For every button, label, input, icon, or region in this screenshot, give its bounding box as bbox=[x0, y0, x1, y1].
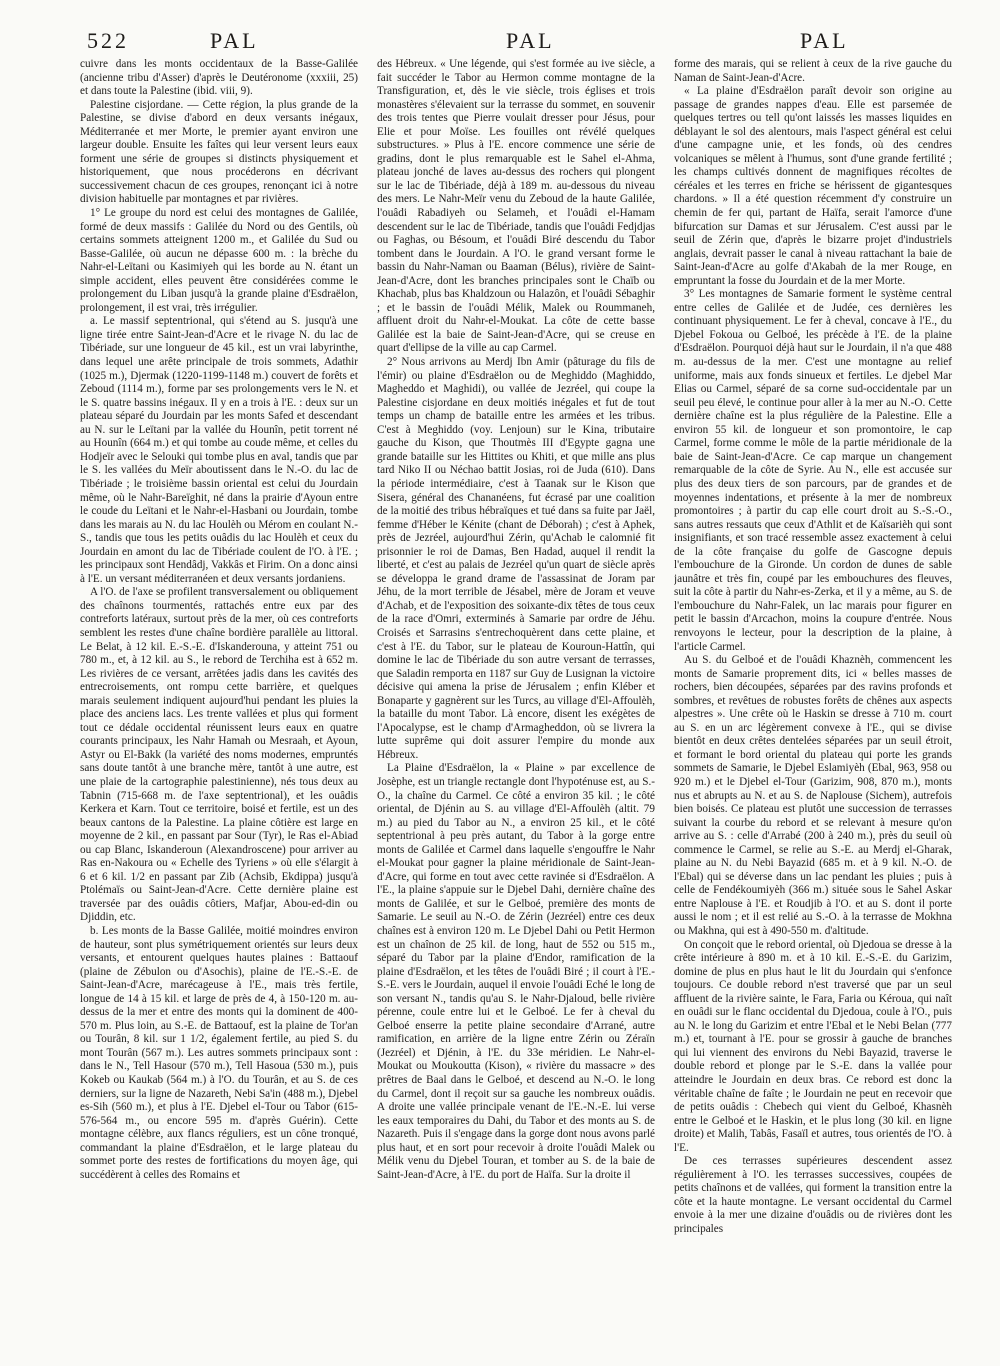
page-number: 522 bbox=[87, 28, 129, 53]
paragraph: Au S. du Gelboé et de l'ouâdi Khaznèh, commencent les monts de Samarie proprement dits, ici « belles masses de rochers, bien découpées, séparées par des ravins profonds et sombres, et revêtues de robustes forêts de chênes aux aspects alpestres ». Une crête où le Haskin se dresse à 710 m. court au S. en un arc légèrement convexe à l'E., qui se divise bientôt en deux crêtes dentelées séparées par un seuil étroit, et formant le bord oriental du plateau qui porte les grands sommets de Samarie, le Djebel Eslamiyèh (Ebal, 963, 958 ou 920 m.) et le Djebel el-Tour (Garizim, 908, 870 m.), monts nus et abrupts au N. et au S. de Naplouse (Sichem), autrefois bien boisés. Ce plateau est plutôt une succession de terrasses suivant la courbe du rebord et se relevant à mesure qu'on arrive au S. : celle d'Arrabé (200 à 240 m.), près du seuil où commence le Carmel, se relie au S.-E. au Merdj el-Gharak, plaine au N. du Nebi Bayazid (685 m. et à 9 kil. N.-O. de l'Ebal) qui se déverse dans un lac pendant les pluies ; puis à celle de Fendékoumiyèh (366 m.) située sous le Sahel Askar entre Naplouse à l'E. et Roudjib à l'O. et au S. dont il porte aussi le nom ; et il est relié au S.-O. à la terrasse de Mokhna ou Makhna, qui est à 490-550 m. d'altitude. bbox=[674, 654, 952, 937]
text-columns bbox=[80, 58, 952, 1358]
running-head-center: PAL bbox=[506, 28, 555, 53]
paragraph: 3° Les montagnes de Samarie forment le système central entre celles de Galilée et de Judée, ces dernières les continuant physiquement. Le fer à cheval, concave à l'E., du Djebel Fokoua ou Gelboé, les précède à l'E. de la plaine d'Esdraëlon. Pourquoi déjà haut sur le Jourdain, il n'a que 488 m. au-dessus de la mer. C'est une montagne au relief uniforme, mais aux fonds sinueux et fertiles. Le djebel Mar Elias ou Carmel, séparé de sa corne sud-occidentale par un seuil peu élevé, le continue pour aller à la mer au N.-O. Cette dernière chaîne est la plus régulière de la Palestine. Elle a environ 55 kil. de longueur et son promontoire, le cap Carmel, forme comme le môle de la partie méridionale de la baie de Saint-Jean-d'Acre. Ce cap marque un changement remarquable de la côte de Syrie. Au N., elle est accusée sur plus des deux tiers de son parcours, par de grandes et de moyennes indentations, et présente à la mer de nombreux promontoires ; à partir du cap elle court droit au S.-S.-O., sans autres ressauts que ceux d'Athlit et de Kaïsarièh qui sont insignifiants, et son tracé ressemble assez exactement à celui de la côte française du golfe de Gascogne depuis l'embouchure de la Gironde. Un cordon de dunes de sable jaunâtre et très fin, coupé par les embouchures des fleuves, suit la côte à partir du Nahr-es-Zerka, et il y a même, au S. de l'embouchure du Nahr-Falek, un lac marais pour figurer en petit le bassin d'Arcachon, moins la coupure d'entrée. Nous renvoyons le lecteur, pour la description de la plaine, à l'article Carmel. bbox=[674, 288, 952, 653]
paragraph: cuivre dans les monts occidentaux de la Basse-Galilée (ancienne tribu d'Asser) d'après le Deutéronome (xxxiii, 25) et dans toute la Palestine (ibid. viii, 9). bbox=[80, 58, 358, 98]
paragraph: a. Le massif septentrional, qui s'étend au S. jusqu'à une ligne tirée entre Saint-Jean-d'Acre et le rivage N. du lac de Tibériade, sur une longueur de 45 kil., est un vrai labyrinthe, dans lequel une arête principale de trois sommets, Adathir (1025 m.), Djermak (1220-1199-1148 m.) couvert de forêts et Zeboud (1114 m.), forme par ses prolongements vers le N. et le S. quatre bassins inégaux. Il y en a trois à l'E. : deux sur un plateau séparé du Jourdain par les monts Safed et descendant au N. sur le Leïtani par la vallée du Hounîn, petit torrent né au Hounîn (664 m.) et qui tombe au coude même, et celles du Hodjeïr avec le Selouki qui tombe plus en aval, tandis que par le S. les vallées du Meïr aboutissent dans le N.-O. du lac de Tibériade ; le troisième bassin oriental est celui du Jourdain même, où le Nahr-Bareïghit, né dans la prairie d'Ayoun entre le coude du Leïtani et le Nahr-el-Hasbani ou Jourdain, tombe dans les marais au N. du lac Houlèh ou Mérom en coulant N.-S., tandis que tous les petits ouâdis du lac Houlèh et ceux du Jourdain en amont du lac de Tibériade coulent de l'O. à l'E. ; les principaux sont Hendâdj, Vakkâs et Firim. On a donc ainsi à l'E. un versant méditerranéen et deux versants jordaniens. bbox=[80, 315, 358, 585]
paragraph: Palestine cisjordane. — Cette région, la plus grande de la Palestine, se divise d'abord en deux versants inégaux, Méditerranée et mer Morte, le premier ayant environ une largeur double. Ensuite les faîtes qui leur versent leurs eaux forment une série de groupes si distincts physiquement et historiquement, que nous procéderons en décrivant successivement chacun de ces groupes, renonçant ici à notre division habituelle par montagnes et par rivières. bbox=[80, 98, 358, 206]
page-header bbox=[0, 28, 1000, 62]
running-head-left: PAL bbox=[210, 28, 259, 53]
column-1 bbox=[80, 58, 358, 1358]
paragraph: De ces terrasses supérieures descendent assez régulièrement à l'O. les terrasses successives, coupées de petits chaînons et de vallées, qui forment la transition entre la côte et la haute montagne. Le versant occidental du Carmel envoie à la mer une dizaine d'ouâdis ou de rivières dont les principales bbox=[674, 1155, 952, 1236]
paragraph: 2° Nous arrivons au Merdj Ibn Amir (pâturage du fils de l'émir) ou plaine d'Esdraëlon ou de Meghiddo (Maghiddo, Magheddo et Maghidi), ou vallée de Jezréel, qui coupe la Palestine cisjordane en deux moitiés inégales et fut de tout temps un champ de bataille entre les armées et les tribus. C'est à Meghiddo (voy. Lenjoun) sur le Kina, tributaire gauche du Kison, que Thoutmès III d'Egypte gagna une grande bataille sur les Hittites ou Khiti, et que mille ans plus tard Niko II ou Néchao battit Josias, roi de Juda (610). Dans la période intermédiaire, c'est à Taanak sur le Kison que Sisera, général des Chananéens, fut écrasé par une coalition de la moitié des tribus hébraïques et tué dans sa fuite par Jaël, femme d'Héber le Kénite (chant de Déborah) ; c'est à Aphek, près de Jezréel, aujourd'hui Zérin, qu'Achab le calomnié fit prisonnier le roi de Damas, Ben Hadad, auquel il rendit la liberté, et c'est au palais de Jezréel qu'un quart de siècle après se développa le grand drame de l'assassinat de Joram par Jéhu, de la mort terrible de Jésabel, mère de Joram et veuve d'Achab, et de l'exposition des soixante-dix têtes de tous ceux de la race d'Omri, exterminés à Samarie par ordre de Jéhu. Croisés et Sarrasins s'entrechoquèrent dans cette plaine, et c'est à l'E. du Tabor, sur le plateau de Kouroun-Hattîn, qui domine le lac de Tibériade du son autre versant de terrasses, que Saladin remporta en 1187 sur Guy de Lusignan la victoire décisive qui amena la prise de Jérusalem ; enfin Kléber et Bonaparte y gagnèrent sur les Turcs, au village d'El-Affoulèh, la bataille du mont Tabor. Là encore, disent les exégètes de l'Apocalypse, est le champ d'Armagheddon, où se livrera la lutte suprême qui doit assurer l'empire du monde aux Hébreux. bbox=[377, 356, 655, 761]
column-3 bbox=[674, 58, 952, 1358]
paragraph: forme des marais, qui se relient à ceux de la rive gauche du Naman de Saint-Jean-d'Acre. bbox=[674, 58, 952, 84]
paragraph: des Hébreux. « Une légende, qui s'est formée au ive siècle, a fait succéder le Tabor au Hermon comme montagne de la Transfiguration, et, dès le vie siècle, trois églises et trois monastères s'élevaient sur la terrasse du sommet, en souvenir des trois tentes que Pierre voulait dresser pour Jésus, pour Elie et pour Moïse. Les fouilles ont révélé quelques substructures. » Plus à l'E. encore commence une série de gradins, dont le plus remarquable est le Sahel el-Ahma, plateau jonché de laves au-dessus des rochers qui plongent sur le lac de Tibériade, déjà à 189 m. au-dessous du niveau des mers. Le Nahr-Meïr venu du Zeboud de la haute Galilée, l'ouâdi Rabadiyeh ou Selameh, et l'ouâdi el-Hamam descendent sur le lac de Tibériade, tandis que l'ouâdi Fedjdjas ou Faghas, ou Bésoum, et l'ouâdi Biré descendu du Tabor tombent dans le Jourdain. A l'O. le grand versant forme le bassin du Nahr-Naman ou Baaman (Bélus), rivière de Saint-Jean-d'Acre, dont les branches principales sont le Chaïb ou Khachab, plus bas Khaldzoun ou Halazôn, et l'ouâdi Sébaghir ; et le bassin de l'ouâdi Mélik, Malek ou Roummaneh, affluent droit du Nahr-el-Moukat. La côte de cette basse Galilée est la baie de Saint-Jean-d'Acre, qui se creuse en quart d'ellipse de la ville au cap Carmel. bbox=[377, 58, 655, 355]
paragraph: On conçoit que le rebord oriental, où Djedoua se dresse à la crête intérieure à 890 m. et à 10 kil. E.-S.-E. du Garizim, domine de plus en plus haut le lit du Jourdain qui s'enfonce toujours. Ce double rebord n'est traversé que par un seul affluent de la rivière sainte, le Fara, Faria ou Kéroua, qui naît en ouâdi sur le flanc occidental du Djedoua, coule à l'O., puis au N. le long du Garizim et entre l'Ebal et le Nebi Belan (777 m.) et, tournant à l'E. pour se grossir à gauche de branches qui lui viennent des environs du Nebi Bayazid, traverse le double rebord et plonge par le S.-E. dans la vallée pour atteindre le Jourdain en deux bras. Ce rebord est donc la véritable chaîne de faîte ; le Jourdain ne peut en recevoir que de petits ouâdis : Chebech qui vient du Gelboé, Khasnèh entre le Gelboé et le Haskin, et le plus long (30 kil. en ligne droite) et Malih, Tabâs, Fasaïl et autres, tous orientés de l'O. à l'E. bbox=[674, 938, 952, 1154]
paragraph: « La plaine d'Esdraëlon paraît devoir son origine au passage de grandes nappes d'eau. Elle est parsemée de quelques tertres ou tell qu'ont laissés les masses liquides en déblayant le sol des alentours, mais l'aspect général est celui d'une campagne unie, et les fonds, où des cendres volcaniques se mêlent à l'humus, sont d'une grande fertilité ; les champs cultivés donnent de magnifiques récoltes de céréales et les terres en friche se hérissent de gigantesques chardons. » Il a été question récemment d'y construire un chemin de fer qui, partant de Haïfa, serait l'amorce d'une bifurcation sur Damas et sur Jérusalem. C'est aussi par le seuil de Zérin que, d'après le bizarre projet d'industriels anglais, devrait passer le canal à niveau rattachant la baie de Saint-Jean-d'Acre au golfe d'Akabah de la mer Rouge, en empruntant la fosse du Jourdain et de la mer Morte. bbox=[674, 85, 952, 287]
paragraph: b. Les monts de la Basse Galilée, moitié moindres environ de hauteur, sont plus symétriquement orientés sur leurs deux versants, et entourent quelques hautes plaines : Battaouf (plaine de Zébulon ou d'Asochis), plaine de l'E.-S.-E. de Saint-Jean-d'Acre, marécageuse à l'E., mais très fertile, longue de 14 à 15 kil. et large de près de 4, à 150-120 m. au-dessus de la mer et entre des monts qui la dominent de 400-570 m. Plus loin, au S.-E. de Battaouf, est la plaine de Tor'an ou Tourân, 8 kil. sur 1 1/2, également fertile, au pied S. du mont Tourân (567 m.). Les autres sommets principaux sont : dans le N., Tell Hasour (570 m.), Tell Hasoua (530 m.), puis Kokeb ou Kaukab (564 m.) à l'O. du Tourân, et au S. de ces derniers, sur la ligne de Nazareth, Nebi Sa'in (488 m.), Djebel es-Sih (560 m.), et plus à l'E. Djebel el-Tour ou Tabor (615-576-564 m., ou encore 595 m. d'après Guérin). Cette montagne célèbre, aux flancs réguliers, est un cône tronqué, commandant la plaine d'Esdraëlon, et le large plateau du sommet porte des restes de fortifications du moyen âge, qui succédèrent à celles des Romains et bbox=[80, 925, 358, 1181]
column-2 bbox=[377, 58, 655, 1358]
paragraph: A l'O. de l'axe se profilent transversalement ou obliquement des chaînons tourmentés, rattachés entre eux par des contreforts latéraux, surtout près de la mer, où ces contreforts semblent les restes d'une chaîne bordière parallèle au littoral. Le Belat, à 12 kil. E.-S.-E. d'Iskanderouna, y atteint 751 ou 780 m., et, à 12 kil. au S., le rebord de Terchiha est à 652 m. Les rivières de ce versant, arrêtées jadis dans les cavités des entrecroisements, ont rompu cette barrière, et quelques marais seulement indiquent aujourd'hui pendant les pluies la place des anciens lacs. Les trente vallées et plus qui forment tout ce dédale occidental réunissent leurs eaux en quatre courants principaux, les Nahr Hamah ou Mesraah, et Ayoun, Astyr ou El-Bakk (la variété des noms modernes, empruntés sans doute tantôt à une branche mère, tantôt à une autre, est une plaie de la cartographie palestinienne), nés tous deux au Tabnin (715-668 m. de l'axe septentrional), et les ouâdis Kerkera et Karn. Tout ce territoire, boisé et fertile, est un des beaux cantons de la Palestine. La plaine côtière est large en moyenne de 2 kil., en passant par Sour (Tyr), le Ras el-Abiad ou cap Blanc, Iskanderoun (Alexandroscene) pour arriver au Ras en-Nakoura ou « Echelle des Tyriens » où elle s'élargit à 6 et 6 kil. 1/2 en passant par Zib (Achsib, Ekdippa) jusqu'à Ptolémaïs ou Saint-Jean-d'Acre. Cette dernière plaine est traversée par des ouâdis côtiers, Mafjar, Abou-ed-din ou Djiddin, etc. bbox=[80, 586, 358, 924]
running-head-right: PAL bbox=[800, 28, 849, 53]
paragraph: La Plaine d'Esdraëlon, la « Plaine » par excellence de Josèphe, est un triangle rectangle dont l'hypoténuse est, au S.-O., la chaîne du Carmel. Ce côté a environ 35 kil. ; le côté oriental, de Djénin au S. au village d'El-Affoulèh (altit. 79 m.) au pied du Tabor au N., a environ 25 kil., et le côté septentrional à peu près autant, du Tabor à la gorge entre monts de Galilée et Carmel dans laquelle s'engouffre le Nahr el-Moukat pour gagner la plaine méridionale de Saint-Jean-d'Acre, qui forme en tout avec cette ravinée si d'Esdraëlon. A l'E., la plaine s'appuie sur le Djebel Dahi, dernière chaîne des monts de Galilée, et sur le Gelboé, première des monts de Samarie. Le seuil au N.-O. de Zérin (Jezréel) entre ces deux chaînes est à environ 120 m. Le Djebel Dahi ou Petit Hermon est un chaînon de 25 kil. de long, haut de 552 ou 515 m., séparé du Tabor par la plaine d'Endor, ramification de la plaine d'Esdraëlon, et les têtes de l'ouâdi Biré ; il court à l'E.-S.-E. vers le Jourdain, auquel il envoie l'ouâdi Eché le long de son versant N., tandis qu'au S. le Nahr-Djaloud, belle rivière pérenne, coule entre lui et le Gelboé. Le fer à cheval du Gelboé enserre la petite plaine secondaire d'Arrané, autre ramification, en arrière de la ligne entre Zérin ou Zéraïn (Jezréel) et Djénin, à l'E. du 33e méridien. Le Nahr-el-Moukat ou Moukoutta (Kison), « rivière du massacre » des prêtres de Baal dans le Gelboé, et descend au N.-O. le long du Carmel, dont il reçoit sur sa gauche les nombreux ouâdis. A droite une vallée principale venant de l'E.-N.-E. lui verse les eaux temporaires du Dahi, du Tabor et des monts au S. de Nazareth. Puis il s'engage dans la gorge dont nous avons parlé plus haut, et en sort pour recevoir à droite l'ouâdi Malek ou Mélik venu du Djebel Touran, et tomber au S. de la baie de Saint-Jean-d'Acre, à l'E. du port de Haïfa. Sur la droite il bbox=[377, 762, 655, 1181]
paragraph: 1° Le groupe du nord est celui des montagnes de Galilée, formé de deux massifs : Galilée du Nord ou des Gentils, où certains sommets atteignent 1200 m., et Galilée du Sud ou Basse-Galilée, où aucun ne dépasse 600 m. : la brèche du Nahr-el-Leïtani ou Kasimiyeh qui les borde au N. étant un simple accident, elles peuvent être considérées comme le prolongement du Liban jusqu'à la grande plaine d'Esdraëlon, prolongement, il est vrai, très irrégulier. bbox=[80, 207, 358, 314]
